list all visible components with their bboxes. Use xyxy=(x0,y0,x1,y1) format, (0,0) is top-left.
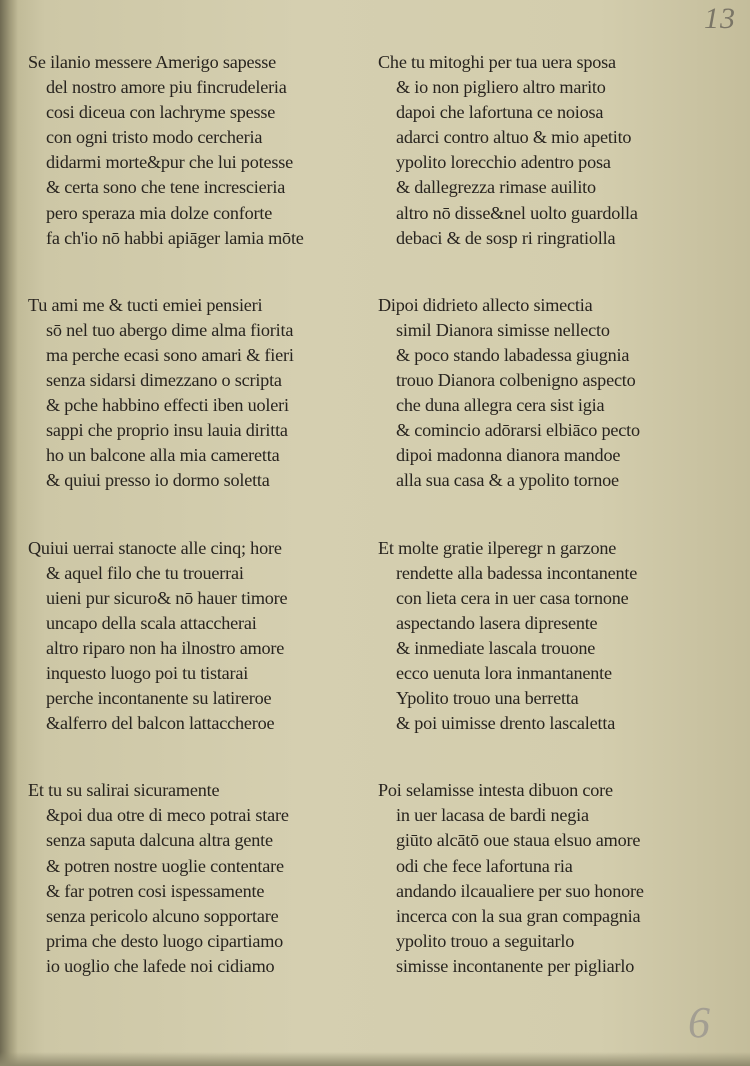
stanza xyxy=(378,50,728,251)
verse-line: & poco stando labadessa giugnia xyxy=(396,344,630,365)
stanza xyxy=(378,293,728,494)
verse-line: uncapo della scala attaccherai xyxy=(46,612,257,633)
verse-line: Et molte gratie ilperegr n garzone xyxy=(378,537,617,558)
verse-line: rendette alla badessa incontanente xyxy=(396,562,638,583)
stanza xyxy=(28,536,378,737)
verse-line: simisse incontanente per pigliarlo xyxy=(396,955,635,976)
verse-line: & quiui presso io dormo soletta xyxy=(46,470,270,491)
stanza xyxy=(378,536,728,737)
verse-line: cosi diceua con lachryme spesse xyxy=(46,102,276,123)
verse-line: senza pericolo alcuno sopportare xyxy=(46,905,279,926)
verse-line: in uer lacasa de bardi negia xyxy=(396,805,589,826)
verse-line: & inmediate lascala trouone xyxy=(396,637,596,658)
verse-line: dipoi madonna dianora mandoe xyxy=(396,445,621,466)
verse-line: Che tu mitoghi per tua uera sposa xyxy=(378,52,616,72)
verse-line: senza sidarsi dimezzano o scripta xyxy=(46,370,282,391)
verse-line: altro nō disse&nel uolto guardolla xyxy=(396,202,638,223)
verse-line: ypolito lorecchio adentro posa xyxy=(396,152,611,173)
verse-line: fa ch'io nō habbi apiāger lamia mōte xyxy=(46,227,304,248)
verse-line: sappi che proprio insu lauia diritta xyxy=(46,420,288,441)
stanza xyxy=(28,50,378,251)
verse-line: Ypolito trouo una berretta xyxy=(396,688,579,709)
verse-line: & certa sono che tene increscieria xyxy=(46,177,286,198)
page-bottom-edge xyxy=(0,1052,750,1066)
verse-line: & far potren cosi ispessamente xyxy=(46,880,265,901)
verse-line: ho un balcone alla mia cameretta xyxy=(46,445,280,466)
verse-line: dapoi che lafortuna ce noiosa xyxy=(396,102,604,123)
verse-line: simil Dianora simisse nellecto xyxy=(396,319,610,340)
verse-line: Quiui uerrai stanocte alle cinq; hore xyxy=(28,537,282,558)
verse-line: &poi dua otre di meco potrai stare xyxy=(46,805,289,826)
verse-line: pero speraza mia dolze conforte xyxy=(46,202,273,223)
verse-line: &alferro del balcon lattaccheroe xyxy=(46,713,275,734)
verse-line: giūto alcātō oue staua elsuo amore xyxy=(396,830,641,851)
verse-line: che duna allegra cera sist igia xyxy=(396,395,605,416)
stanza xyxy=(28,778,378,979)
verse-line: con ogni tristo modo cercheria xyxy=(46,127,263,148)
verse-line: con lieta cera in uer casa tornone xyxy=(396,587,629,608)
verse-line: ma perche ecasi sono amari & fieri xyxy=(46,344,294,365)
stanza xyxy=(28,293,378,494)
verse-line: Se ilanio messere Amerigo sapesse xyxy=(28,52,276,72)
verse-line: alla sua casa & a ypolito tornoe xyxy=(396,470,619,491)
verse-line: & pche habbino effecti iben uoleri xyxy=(46,395,289,416)
verse-line: & aquel filo che tu trouerrai xyxy=(46,562,244,583)
verse-line: altro riparo non ha ilnostro amore xyxy=(46,637,285,658)
verse-line: & io non pigliero altro marito xyxy=(396,77,606,98)
right-column xyxy=(378,50,728,979)
corner-mark: 6 xyxy=(688,998,710,1047)
verse-line: Tu ami me & tucti emiei pensieri xyxy=(28,294,263,315)
verse-line: io uoglio che lafede noi cidiamo xyxy=(46,955,275,976)
verse-line: & poi uimisse drento lascaletta xyxy=(396,713,616,734)
verse-line: senza saputa dalcuna altra gente xyxy=(46,830,273,851)
left-column xyxy=(28,50,378,979)
verse-line: trouo Dianora colbenigno aspecto xyxy=(396,370,636,391)
verse-line: incerca con la sua gran compagnia xyxy=(396,905,641,926)
verse-line: sō nel tuo abergo dime alma fiorita xyxy=(46,319,294,340)
verse-line: inquesto luogo poi tu tistarai xyxy=(46,662,249,683)
verse-line: Dipoi didrieto allecto simectia xyxy=(378,294,593,315)
verse-line: Et tu su salirai sicuramente xyxy=(28,780,220,801)
verse-line: andando ilcaualiere per suo honore xyxy=(396,880,644,901)
verse-line: ecco uenuta lora inmantanente xyxy=(396,662,612,683)
verse-line: ypolito trouo a seguitarlo xyxy=(396,930,575,951)
verse-line: perche incontanente su latireroe xyxy=(46,688,272,709)
verse-line: odi che fece lafortuna ria xyxy=(396,855,573,876)
verse-line: aspectando lasera dipresente xyxy=(396,612,598,633)
stanza xyxy=(378,778,728,979)
verse-line: del nostro amore piu fincrudeleria xyxy=(46,77,287,98)
verse-line: debaci & de sosp ri ringratiolla xyxy=(396,227,616,248)
verse-line: Poi selamisse intesta dibuon core xyxy=(378,780,613,801)
verse-line: & comincio adōrarsi elbiāco pecto xyxy=(396,420,640,441)
verse-line: didarmi morte&pur che lui potesse xyxy=(46,152,293,173)
verse-line: prima che desto luogo cipartiamo xyxy=(46,930,284,951)
gutter-shadow xyxy=(0,0,18,1066)
verse-line: & potren nostre uoglie contentare xyxy=(46,855,284,876)
verse-line: & dallegrezza rimase auilito xyxy=(396,177,596,198)
verse-line: uieni pur sicuro& nō hauer timore xyxy=(46,587,288,608)
verse-line: adarci contro altuo & mio apetito xyxy=(396,127,632,148)
folio-number: 13 xyxy=(704,2,736,35)
